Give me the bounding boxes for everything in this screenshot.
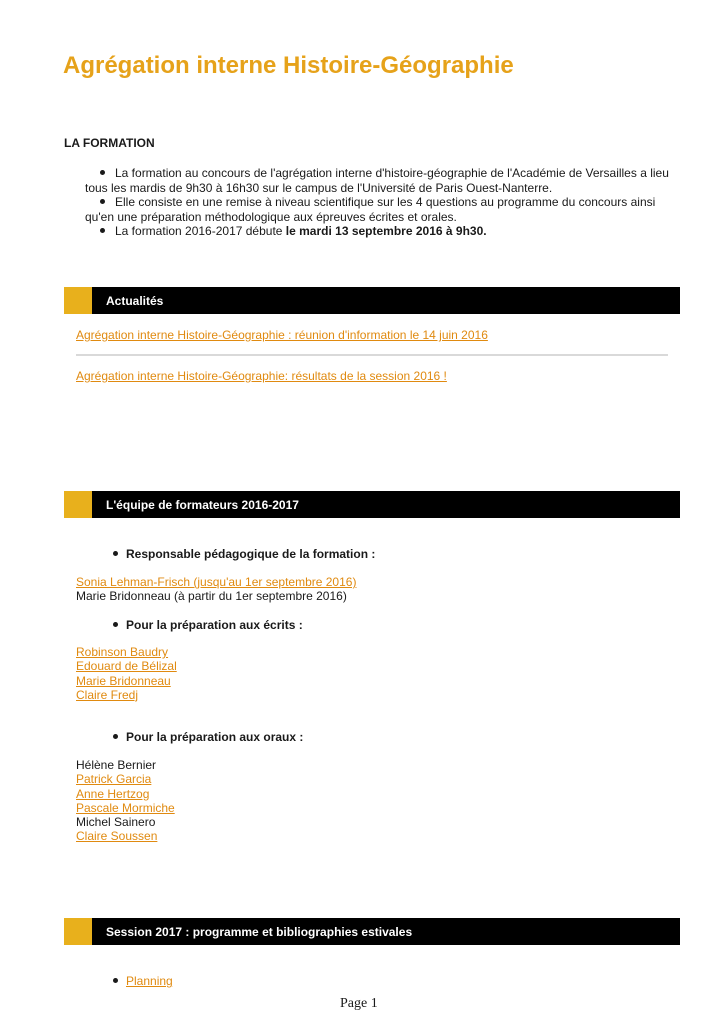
intro-text-1b: tous les mardis de 9h30 à 16h30 sur le campus de l'Université de Paris Ouest-Nanterre. — [85, 180, 553, 195]
oraux-heading-label: Pour la préparation aux oraux : — [126, 730, 304, 744]
person-name: Marie Bridonneau (à partir du 1er septembre 2016) — [76, 589, 347, 604]
intro-bullet — [85, 166, 685, 195]
oraux-heading — [113, 730, 303, 744]
page-number: Page 1 — [340, 996, 378, 1011]
intro-bullet — [100, 224, 685, 239]
person-link[interactable]: Claire Fredj — [76, 687, 139, 702]
person-link[interactable]: Edouard de Bélizal — [76, 659, 177, 674]
intro-text-3: La formation 2016-2017 débute — [115, 224, 286, 238]
section-bar-actualites — [64, 287, 680, 314]
person-link[interactable]: Marie Bridonneau — [76, 673, 171, 688]
news-link-resultats[interactable]: Agrégation interne Histoire-Géographie: résultats de la session 2016 ! — [76, 369, 447, 383]
section-accent — [64, 918, 92, 945]
responsable-list — [76, 575, 356, 604]
section-bar-session — [64, 918, 680, 945]
person-link[interactable]: Pascale Mormiche — [76, 800, 175, 815]
intro-text-1a: La formation au concours de l'agrégation interne d'histoire-géographie de l'Académie de Versailles a lieu — [115, 166, 669, 180]
person-name: Hélène Bernier — [76, 758, 157, 772]
person-link[interactable]: Anne Hertzog — [76, 786, 150, 801]
intro-text-2b: qu'en une préparation méthodologique aux épreuves écrites et orales. — [85, 209, 457, 224]
formation-heading: LA FORMATION — [64, 136, 155, 150]
news-link-reunion[interactable]: Agrégation interne Histoire-Géographie : réunion d'information le 14 juin 2016 — [76, 328, 488, 342]
planning-link[interactable]: Planning — [126, 974, 173, 988]
planning-item — [113, 974, 173, 988]
news-divider — [76, 354, 668, 356]
intro-list — [85, 166, 685, 239]
section-accent — [64, 491, 92, 518]
person-link[interactable]: Claire Soussen — [76, 829, 158, 844]
ecrits-heading-label: Pour la préparation aux écrits : — [126, 618, 303, 632]
person-link[interactable]: Sonia Lehman-Frisch (jusqu'au 1er septembre 2016) — [76, 575, 357, 589]
section-bar-equipe — [64, 491, 680, 518]
person-link[interactable]: Patrick Garcia — [76, 772, 152, 787]
oraux-list — [76, 758, 175, 844]
intro-bullet — [85, 195, 685, 224]
person-link[interactable]: Robinson Baudry — [76, 645, 169, 659]
intro-date: le mardi 13 septembre 2016 à 9h30. — [285, 224, 487, 238]
ecrits-heading — [113, 618, 303, 632]
section-title-session: Session 2017 : programme et bibliographies estivales — [106, 925, 413, 939]
responsable-heading-label: Responsable pédagogique de la formation : — [126, 547, 376, 561]
responsable-heading — [113, 547, 375, 561]
section-accent — [64, 287, 92, 314]
page-title: Agrégation interne Histoire-Géographie — [63, 52, 514, 79]
ecrits-list — [76, 645, 177, 702]
person-name: Michel Sainero — [76, 815, 156, 830]
intro-text-2a: Elle consiste en une remise à niveau scientifique sur les 4 questions au programme du concours ainsi — [115, 195, 656, 209]
section-title-equipe: L'équipe de formateurs 2016-2017 — [106, 498, 299, 512]
section-title-actualites: Actualités — [106, 294, 164, 308]
